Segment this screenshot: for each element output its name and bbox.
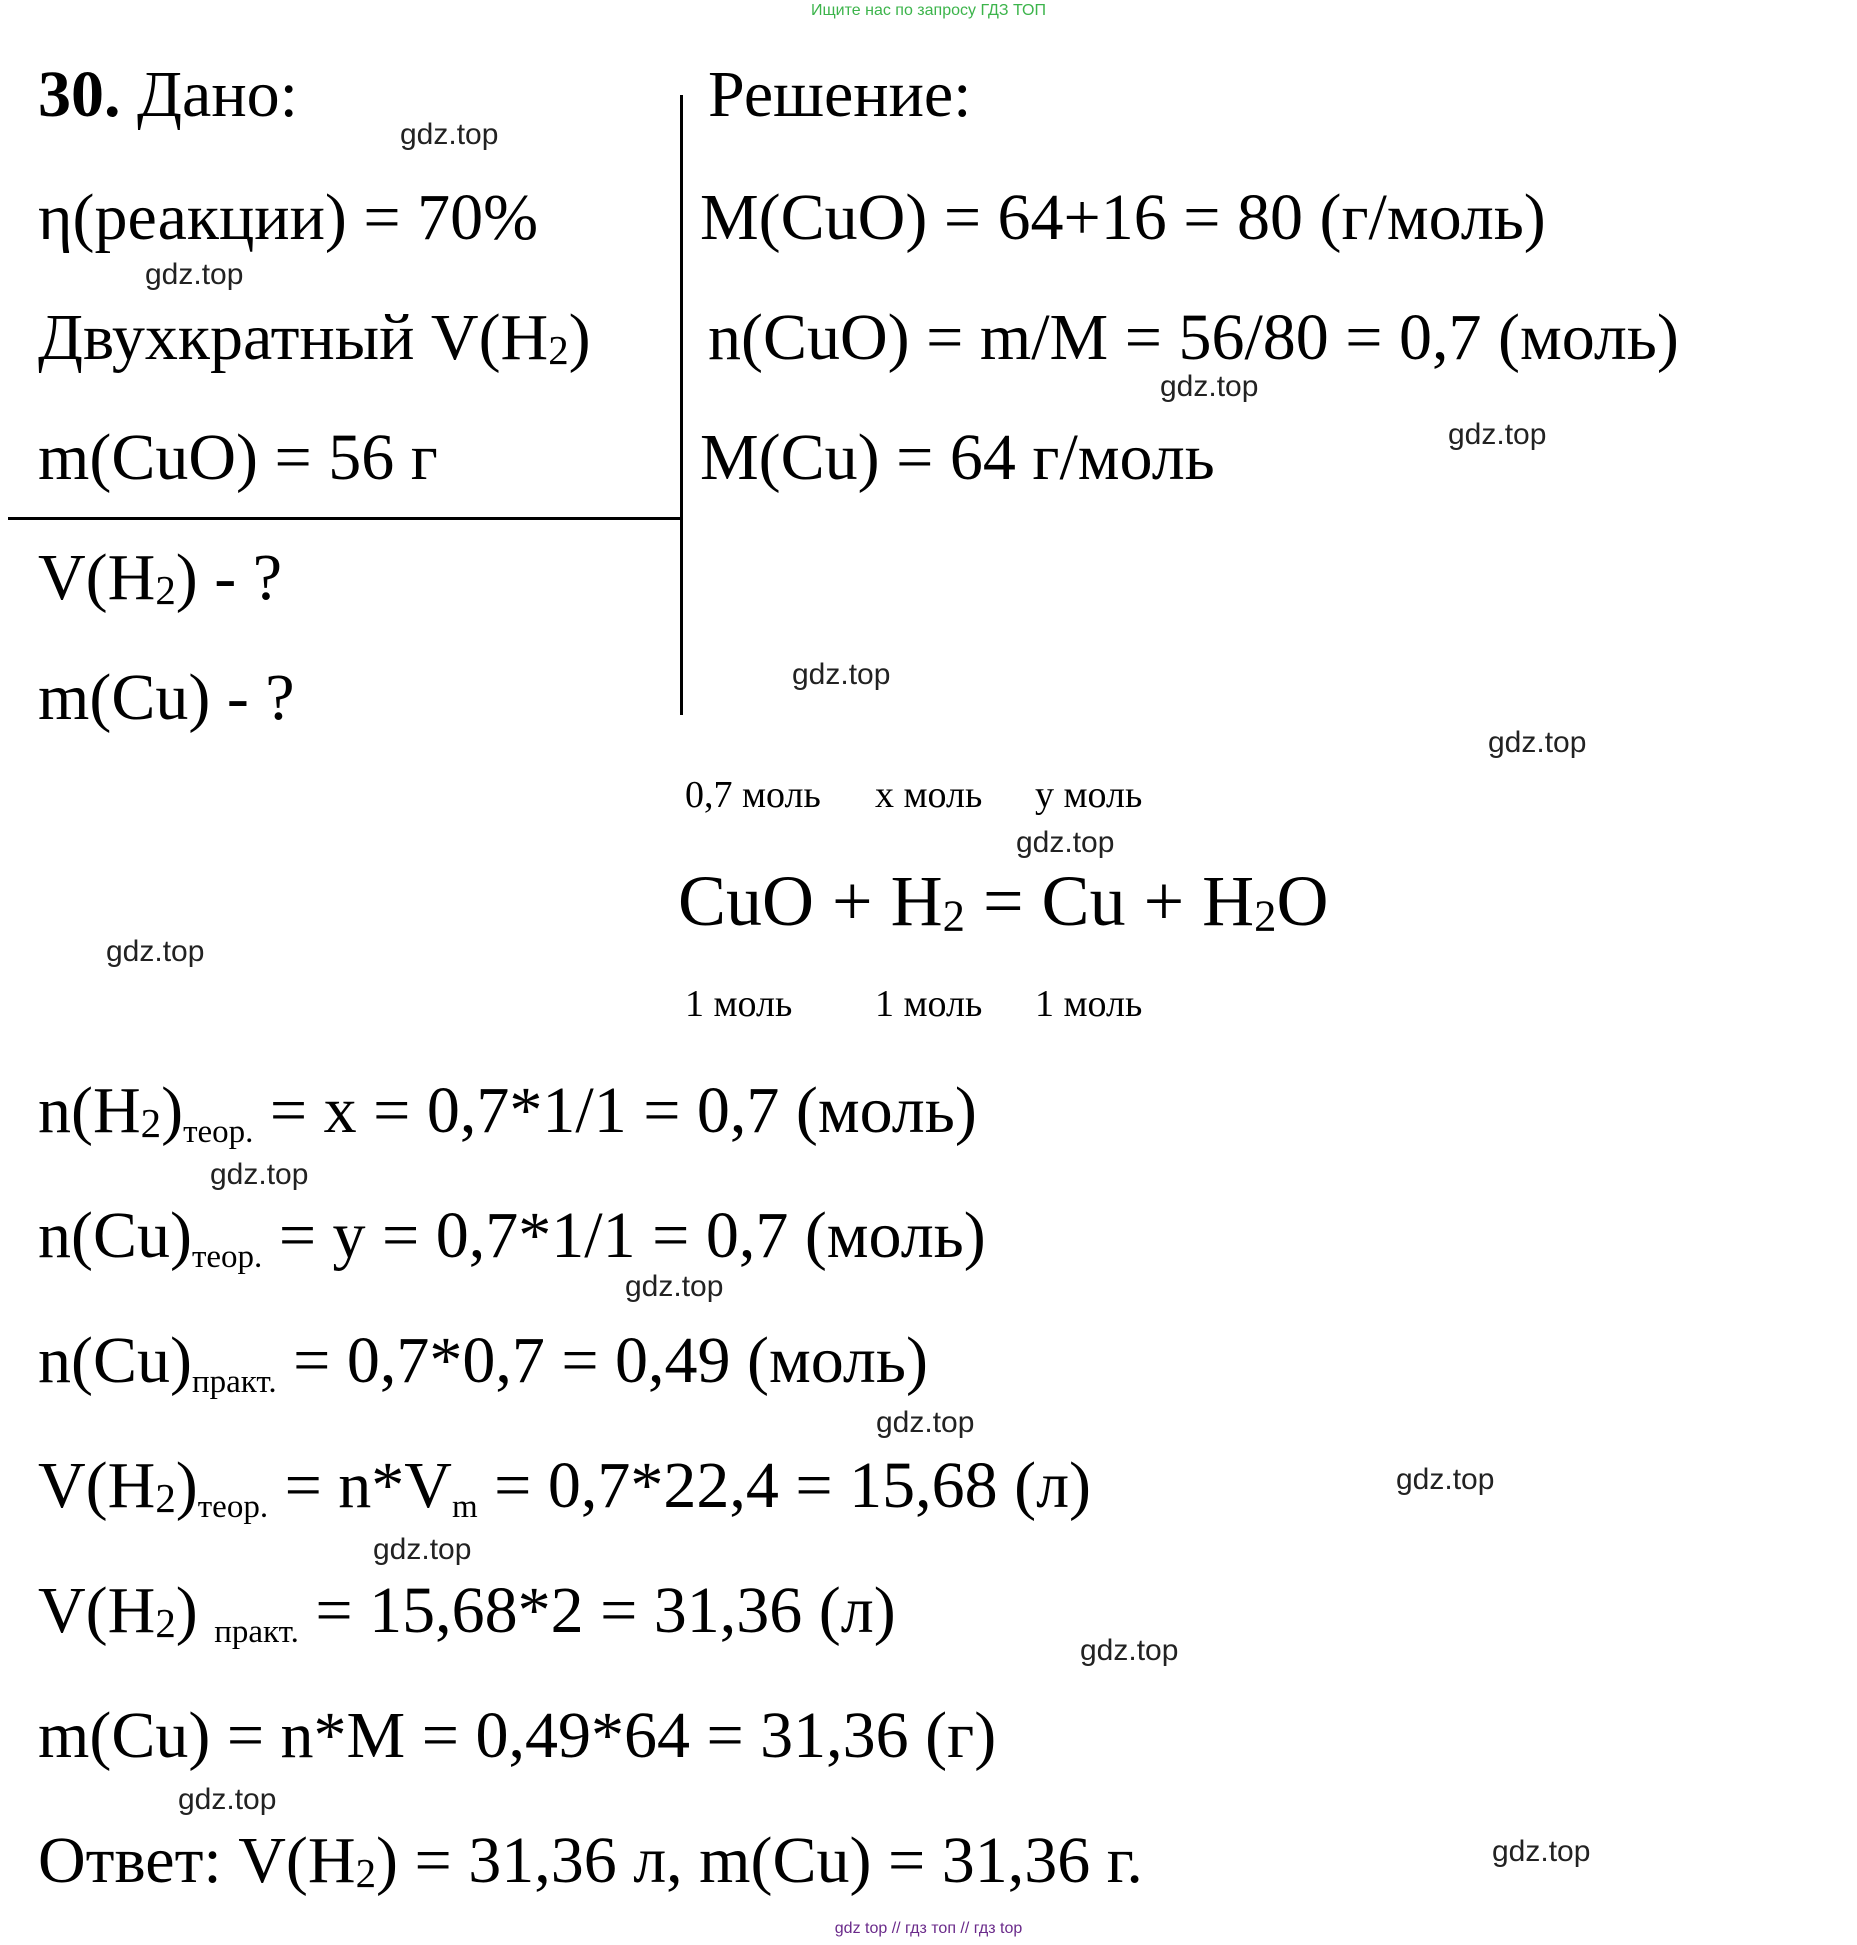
watermark: gdz.top xyxy=(400,118,499,151)
watermark: gdz.top xyxy=(1160,370,1259,403)
solution-line-2: n(CuO) = m/M = 56/80 = 0,7 (моль) xyxy=(708,301,1679,374)
find-mass: m(Cu) - ? xyxy=(38,661,295,734)
given-mass-cuo: m(CuO) = 56 г xyxy=(38,421,438,494)
bottom-banner: gdz top // гдз топ // гдз top xyxy=(834,1920,1023,1937)
watermark: gdz.top xyxy=(876,1406,975,1439)
solution-line-1: M(CuO) = 64+16 = 80 (г/моль) xyxy=(700,181,1546,254)
given-eta: η(реакции) = 70% xyxy=(38,181,539,254)
watermark: gdz.top xyxy=(373,1533,472,1566)
watermark: gdz.top xyxy=(1016,826,1115,859)
watermark: gdz.top xyxy=(1080,1634,1179,1667)
reaction-top-label-1: 0,7 моль xyxy=(685,774,821,816)
reaction-top-label-3: y моль xyxy=(1035,774,1143,816)
watermark: gdz.top xyxy=(625,1270,724,1303)
watermark: gdz.top xyxy=(210,1158,309,1191)
calc-line-3: $n(Cu)_{практ.} = 0,7*0,7 = 0,49$ (моль) xyxy=(38,1324,928,1400)
calc-line-6: m(Cu) = n*M = 0,49*64 = 31,36 (г) xyxy=(38,1699,997,1772)
calc-line-5: $V(H_2) _{практ.} = 15,68*2 = 31,36$ (л) xyxy=(38,1574,896,1650)
solution-title: Решение: xyxy=(708,58,972,131)
reaction-bottom-label-2: 1 моль xyxy=(875,983,983,1025)
given-double-volume: Двухкратный $V(H_2)$ xyxy=(38,301,591,374)
calc-line-2: $n(Cu)_{теор.} = y = 0,7*1/1 = 0,7$ (моль) xyxy=(38,1199,986,1275)
reaction-equation: CuO + $H_2 = Cu + H_2O$ xyxy=(678,861,1329,941)
watermark: gdz.top xyxy=(1488,726,1587,759)
reaction-bottom-label-1: 1 моль xyxy=(685,983,793,1025)
watermark: gdz.top xyxy=(1492,1835,1591,1868)
solution-line-3: M(Cu) = 64 г/моль xyxy=(700,421,1215,494)
reaction-bottom-label-3: 1 моль xyxy=(1035,983,1143,1025)
problem-header xyxy=(38,58,298,131)
find-volume: $V(H_2)$ - ? xyxy=(38,541,283,614)
watermark: gdz.top xyxy=(792,658,891,691)
calc-line-4: $V(H_2)_{теор.} = n*V_m = 0,7*22,4 = 15,68$ (л) xyxy=(38,1449,1091,1525)
watermark: gdz.top xyxy=(145,258,244,291)
reaction-top-label-2: x моль xyxy=(875,774,983,816)
vertical-divider xyxy=(680,95,683,715)
horizontal-divider xyxy=(8,517,682,520)
given-title: Дано: xyxy=(137,58,298,131)
calc-line-1: $n(H_2)_{теор.} = x = 0,7*1/1 = 0,7$ (моль) xyxy=(38,1074,977,1150)
watermark: gdz.top xyxy=(1448,418,1547,451)
watermark: gdz.top xyxy=(1396,1463,1495,1496)
problem-number: 30. xyxy=(38,58,121,131)
answer-line: Ответ: $V(H_2) = 31,36$ л, m(Cu) = 31,36 г. xyxy=(38,1824,1143,1897)
top-banner: Ищите нас по запросу ГДЗ ТОП xyxy=(811,2,1046,19)
watermark: gdz.top xyxy=(106,935,205,968)
watermark: gdz.top xyxy=(178,1783,277,1816)
